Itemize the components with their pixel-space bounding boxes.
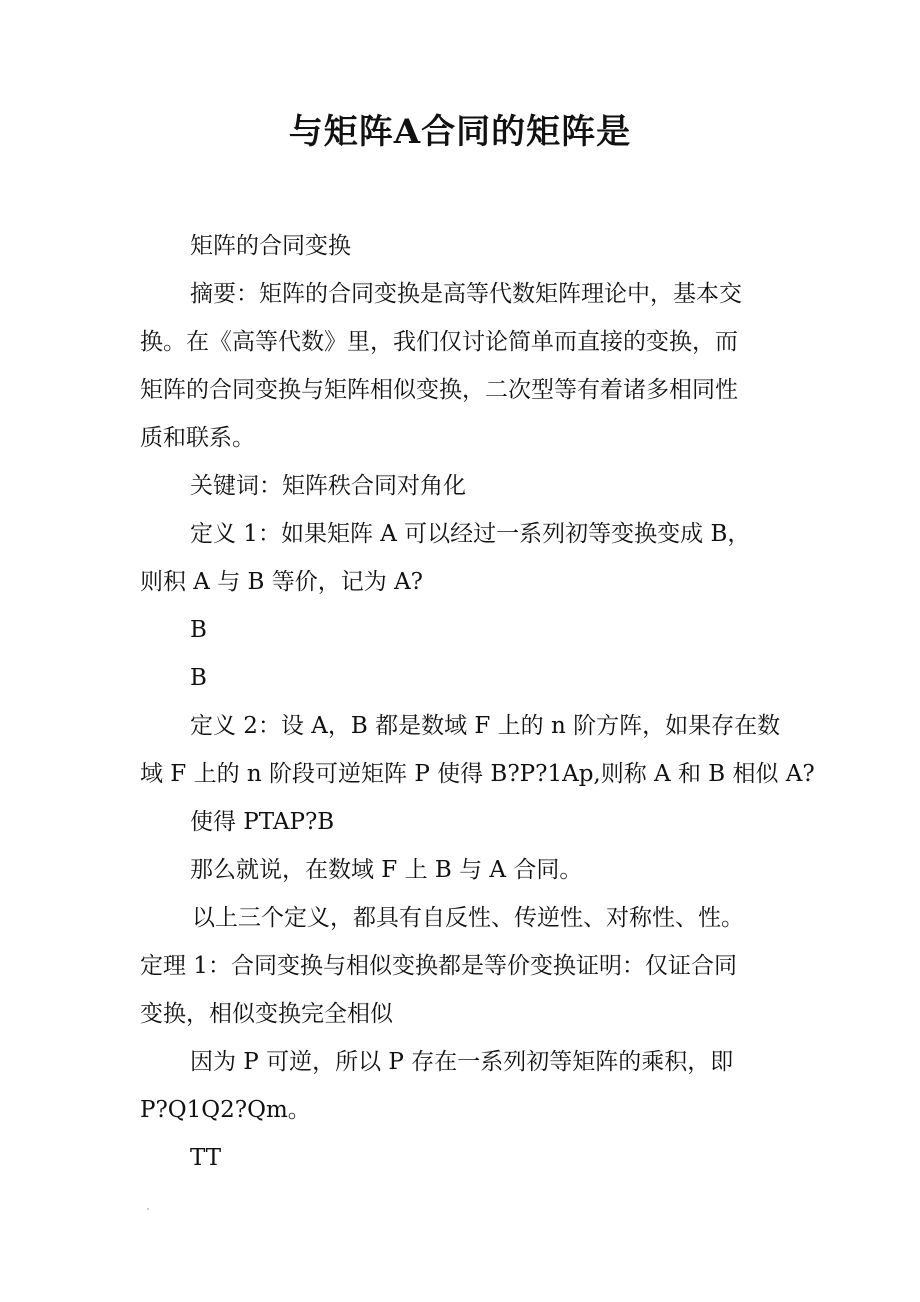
abstract-line: 矩阵的合同变换与矩阵相似变换，二次型等有着诸多相同性 <box>140 377 738 403</box>
document-body <box>140 222 815 1182</box>
document-title: 与矩阵A合同的矩阵是 <box>288 112 632 152</box>
definition-line: 定义 1：如果矩阵 A 可以经过一系列初等变换变成 B， <box>190 521 751 547</box>
definition-line: 则积 A 与 B 等价，记为 A? <box>140 569 424 595</box>
proof-line: P?Q1Q2?Qm。 <box>140 1097 311 1123</box>
section-heading: 矩阵的合同变换 <box>190 233 351 259</box>
theorem-line: 定理 1：合同变换与相似变换都是等价变换证明：仅证合同 <box>140 953 737 979</box>
scan-speck <box>147 1208 149 1210</box>
formula-line: 使得 PTAP?B <box>190 809 335 835</box>
abstract-line: 质和联系。 <box>140 425 255 451</box>
theorem-line: 变换，相似变换完全相似 <box>140 1001 393 1027</box>
definition-line: 定义 2：设 A，B 都是数域 F 上的 n 阶方阵，如果存在数 <box>190 713 781 739</box>
keywords-line: 关键词：矩阵秩合同对角化 <box>190 473 466 499</box>
body-line: 那么就说，在数域 F 上 B 与 A 合同。 <box>190 857 583 883</box>
abstract-line: 摘要：矩阵的合同变换是高等代数矩阵理论中，基本交 <box>190 281 742 307</box>
definition-line: 域 F 上的 n 阶段可逆矩阵 P 使得 B?P?1Ap,则称 A 和 B 相似 A? <box>140 761 815 787</box>
formula-fragment: B <box>190 665 207 691</box>
formula-fragment: B <box>190 617 207 643</box>
formula-fragment: TT <box>190 1145 222 1171</box>
proof-line: 因为 P 可逆，所以 P 存在一系列初等矩阵的乘积，即 <box>190 1049 734 1075</box>
abstract-line: 换。在《高等代数》里，我们仅讨论简单而直接的变换，而 <box>140 329 738 355</box>
body-line: 以上三个定义，都具有自反性、传逆性、对称性、性。 <box>192 905 744 931</box>
